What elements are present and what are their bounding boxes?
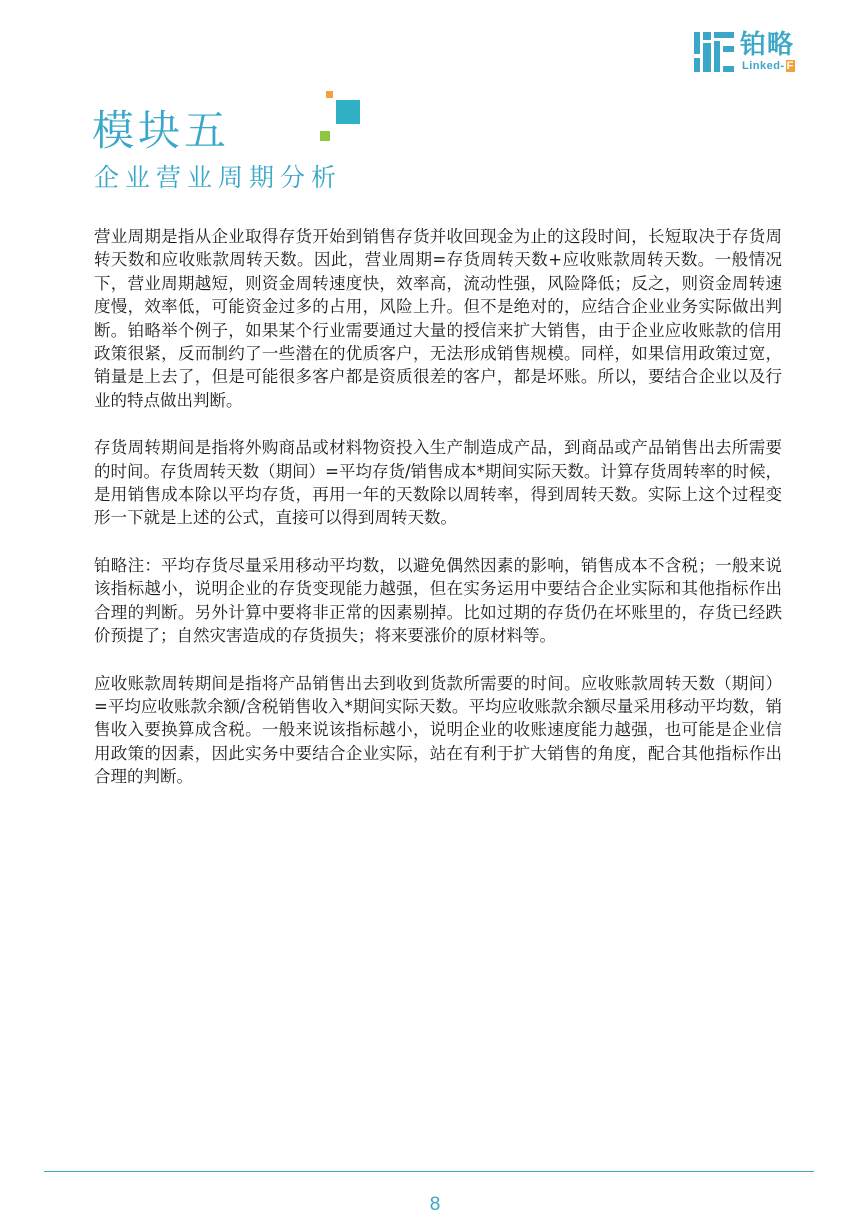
paragraph-operating-cycle: 营业周期是指从企业取得存货开始到销售存货并收回现金为止的这段时间，长短取决于存货周转天数和应收账款周转天数。因此，营业周期=存货周转天数+应收账款周转天数。一般情况下，营业周期越短，则资金周转速度快，效率高，流动性强，风险降低；反之，则资金周转速度慢，效率低，可能资金过多的占用，风险上升。但不是绝对的，应结合企业业务实际做出判断。铂略举个例子，如果某个行业需要通过大量的授信来扩大销售，由于企业应收账款的信用政策很紧，反而制约了一些潜在的优质客户，无法形成销售规模。同样，如果信用政策过宽，销量是上去了，但是可能很多客户都是资质很差的客户，都是坏账。所以，要结合企业以及行业的特点做出判断。 bbox=[94, 227, 782, 410]
module-title: 模块五 bbox=[92, 106, 231, 155]
module-subtitle: 企业营业周期分析 bbox=[94, 163, 343, 192]
logo-name-en bbox=[742, 60, 795, 72]
logo-name-cn: 铂略 bbox=[740, 30, 795, 60]
logo-name-en-text: Linked- bbox=[742, 60, 785, 72]
decor-square-orange bbox=[326, 91, 333, 98]
footer-divider bbox=[44, 1171, 814, 1172]
logo-name-en-box: F bbox=[786, 60, 794, 72]
article-body bbox=[94, 225, 782, 813]
paragraph-inventory-turnover: 存货周转期间是指将外购商品或材料物资投入生产制造成产品，到商品或产品销售出去所需要的时间。存货周转天数（期间）=平均存货/销售成本*期间实际天数。计算存货周转率的时候，是用销售成本除以平均存货，再用一年的天数除以周转率，得到周转天数。实际上这个过程变形一下就是上述的公式，直接可以得到周转天数。 bbox=[94, 438, 782, 528]
brand-logo bbox=[694, 30, 814, 74]
page-number: 8 bbox=[429, 1194, 441, 1215]
paragraph-receivables-turnover: 应收账款周转期间是指将产品销售出去到收到货款所需要的时间。应收账款周转天数（期间）=平均应收账款余额/含税销售收入*期间实际天数。平均应收账款余额尽量采用移动平均数，销售收入要换算成含税。一般来说该指标越小，说明企业的收账速度能力越强，也可能是企业信用政策的因素，因此实务中要结合企业实际，站在有利于扩大销售的角度，配合其他指标作出合理的判断。 bbox=[94, 673, 782, 787]
decor-square-green bbox=[320, 131, 330, 141]
decor-square-teal bbox=[336, 100, 360, 124]
logo-mark-icon bbox=[694, 32, 734, 72]
paragraph-note: 铂略注：平均存货尽量采用移动平均数，以避免偶然因素的影响，销售成本不含税；一般来说该指标越小，说明企业的存货变现能力越强，但在实务运用中要结合企业实际和其他指标作出合理的判断。另外计算中要将非正常的因素剔掉。比如过期的存货仍在坏账里的，存货已经跌价预提了；自然灾害造成的存货损失；将来要涨价的原材料等。 bbox=[94, 555, 782, 646]
